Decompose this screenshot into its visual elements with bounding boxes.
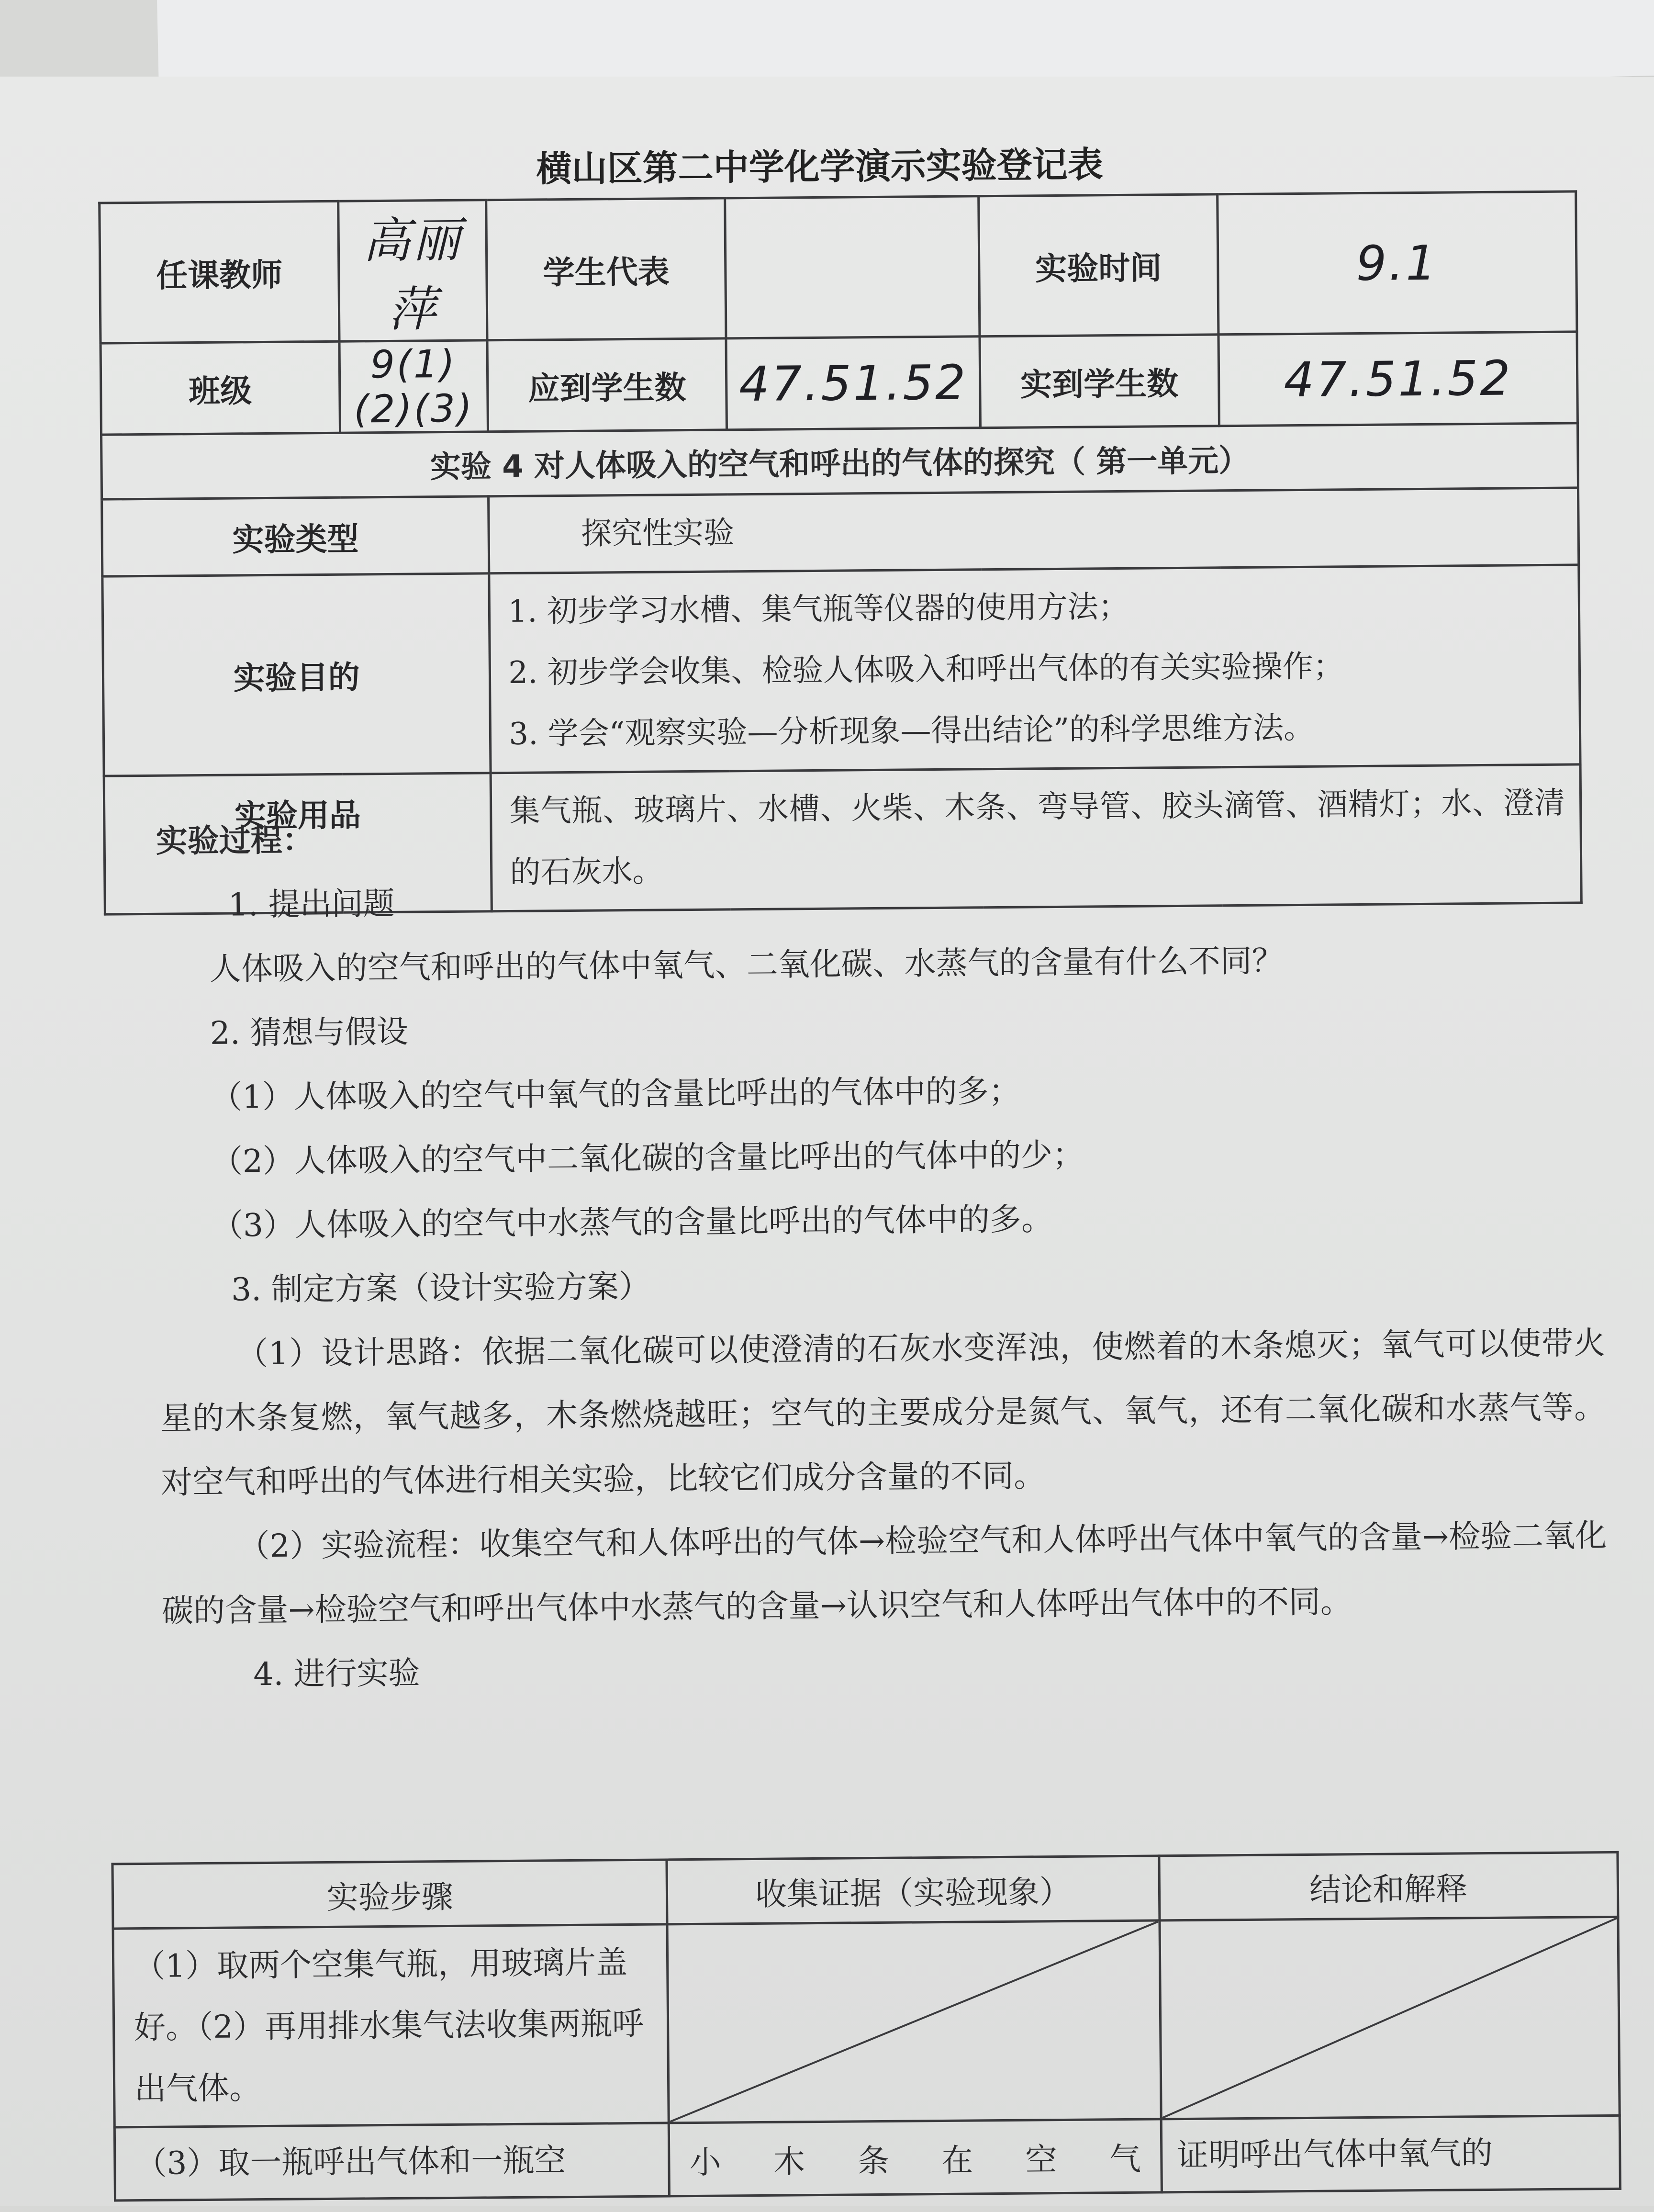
purpose-item: 3. 学会“观察实验—分析现象—得出结论”的科学思维方法。	[509, 710, 1315, 752]
section-4-title: 4. 进行实验	[253, 1654, 420, 1693]
class-value: 9(1)(2)(3)	[339, 340, 488, 433]
teacher-label: 任课教师	[100, 201, 339, 343]
expected-value: 47.51.52	[726, 337, 980, 430]
steps-table	[111, 1851, 1621, 2202]
diagonal-slash	[1161, 1918, 1619, 2118]
step-row-1: （1）取两个空集气瓶，用玻璃片盖好。（2）再用排水集气法收集两瓶呼出气体。	[113, 1924, 669, 2127]
conclusion-row-2: 证明呼出气体中氧气的	[1161, 2115, 1620, 2192]
actual-label: 实到学生数	[980, 335, 1219, 428]
purpose-item: 2. 初步学会收集、检验人体吸入和呼出气体的有关实验操作；	[508, 649, 1344, 691]
expected-label: 应到学生数	[487, 338, 726, 432]
section-1-title: 1. 提出问题	[228, 885, 395, 923]
experiment-process	[156, 798, 1608, 1707]
hypothesis-item: （1）人体吸入的空气中氧气的含量比呼出的气体中的多；	[210, 1072, 1021, 1116]
purpose-list	[489, 565, 1580, 773]
materials-value: 集气瓶、玻璃片、水槽、火柴、木条、弯导管、胶头滴管、酒精灯；水、澄清的石灰水。	[491, 764, 1581, 911]
type-label: 实验类型	[102, 496, 490, 576]
section-3-title: 3. 制定方案（设计实验方案）	[231, 1268, 651, 1308]
conclusion-cell-empty	[1160, 1917, 1620, 2119]
evidence-cell-empty	[667, 1920, 1161, 2123]
evidence-row-2: 小木条在空气	[669, 2119, 1162, 2196]
hypothesis-item: （2）人体吸入的空气中二氧化碳的含量比呼出的气体中的少；	[211, 1136, 1084, 1180]
process-heading: 实验过程：	[156, 821, 314, 860]
actual-value: 47.51.52	[1218, 332, 1578, 426]
class-label: 班级	[101, 341, 340, 435]
col-evidence-header: 收集证据（实验现象）	[667, 1856, 1159, 1924]
materials-label: 实验用品	[104, 773, 492, 914]
section-2-title: 2. 猜想与假设	[210, 1013, 409, 1052]
purpose-label: 实验目的	[102, 573, 491, 776]
diagonal-slash	[669, 1921, 1160, 2122]
student-rep-label: 学生代表	[486, 198, 726, 340]
col-step-header: 实验步骤	[112, 1860, 667, 1929]
purpose-item: 1. 初步学习水槽、集气瓶等仪器的使用方法；	[508, 589, 1129, 629]
student-rep-value	[725, 196, 980, 338]
hypothesis-item: （3）人体吸入的空气中水蒸气的含量比呼出的气体中的多。	[211, 1201, 1053, 1244]
document-title: 横山区第二中学化学演示实验登记表	[536, 144, 1103, 190]
time-value: 9.1	[1217, 191, 1577, 335]
experiment-title: 实验 4 对人体吸入的空气和呼出的气体的探究（ 第一单元）	[101, 423, 1578, 499]
type-value: 探究性实验	[489, 488, 1579, 573]
section-1-text: 人体吸入的空气和呼出的气体中氧气、二氧化碳、水蒸气的含量有什么不同？	[209, 942, 1284, 988]
col-conclusion-header: 结论和解释	[1159, 1852, 1618, 1920]
design-paragraph: （1）设计思路：依据二氧化碳可以使澄清的石灰水变浑浊，使燃着的木条熄灭；氧气可以使带火星的木条复燃，氧气越多，木条燃烧越旺；空气的主要成分是氮气、氧气，还有二氧化碳和水蒸气等。对空气和呼出的气体进行相关实验，比较它们成分含量的不同。	[160, 1325, 1606, 1501]
step-row-2: （3）取一瓶呼出气体和一瓶空	[114, 2123, 669, 2201]
teacher-value: 高丽萍	[338, 200, 487, 341]
flow-paragraph: （2）实验流程：收集空气和人体呼出的气体→检验空气和人体呼出气体中氧气的含量→检验二氧化碳的含量→检验空气和呼出气体中水蒸气的含量→认识空气和人体呼出气体中的不同。	[162, 1517, 1607, 1629]
time-label: 实验时间	[979, 194, 1218, 337]
